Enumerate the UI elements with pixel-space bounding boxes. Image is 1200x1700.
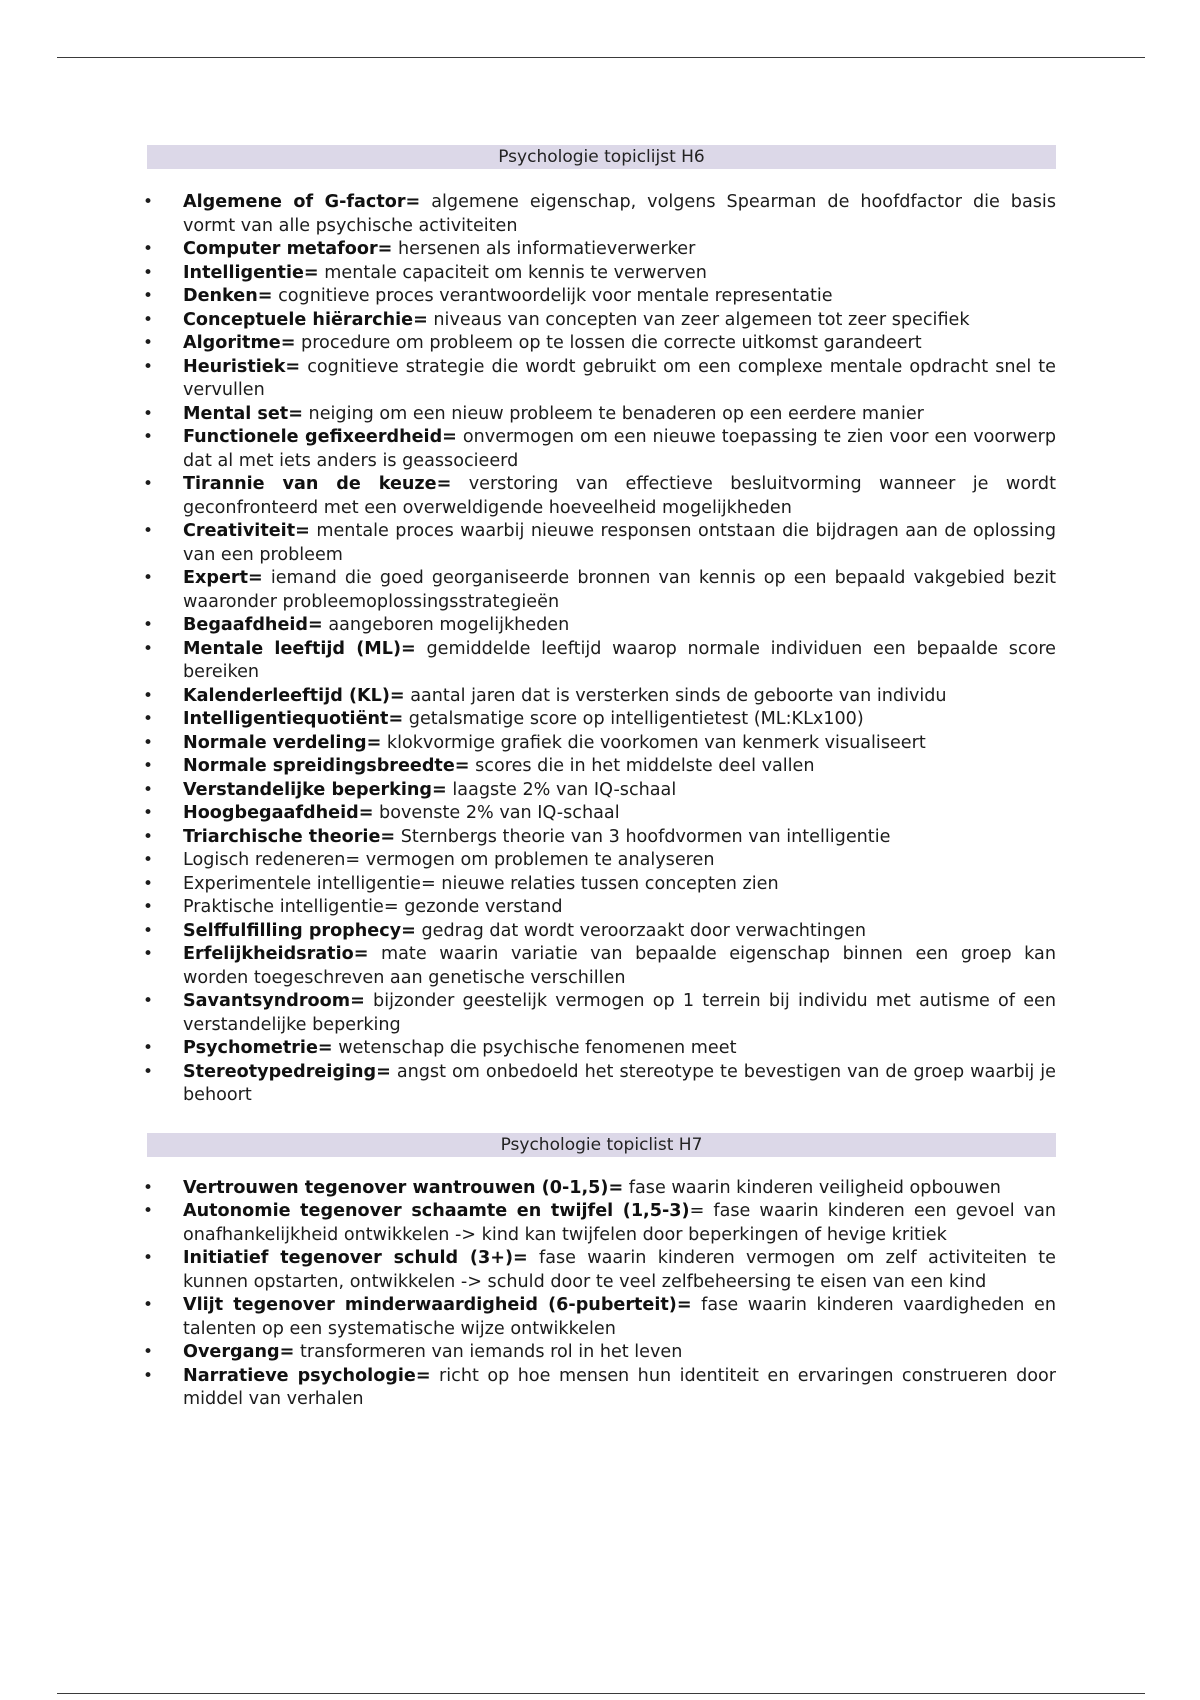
list-item: [143, 1061, 1056, 1108]
bullet-icon: •: [143, 803, 154, 823]
list-item: [143, 1294, 1056, 1341]
bullet-icon: •: [143, 1038, 154, 1058]
term-label: Algemene of G-factor=: [183, 192, 421, 212]
bullet-icon: •: [143, 897, 154, 917]
list-item: [143, 309, 1056, 333]
term-definition: = fase waarin kinderen een gevoel van onafhankelijkheid ontwikkelen -> kind kan twijfelen door beperkingen of hevige kritiek: [183, 1201, 1057, 1245]
term-definition: onvermogen om een nieuwe toepassing te zien voor een voorwerp dat al met iets anders is geassocieerd: [183, 427, 1056, 471]
bullet-icon: •: [143, 991, 154, 1011]
list-item: [143, 191, 1056, 238]
bullet-icon: •: [143, 709, 154, 729]
term-definition: scores die in het middelste deel vallen: [469, 756, 815, 776]
term-definition: Logisch redeneren= vermogen om problemen te analyseren: [183, 850, 715, 870]
bullet-icon: •: [143, 403, 154, 424]
term-definition: fase waarin kinderen veiligheid opbouwen: [623, 1177, 1001, 1198]
document-body: [143, 145, 1057, 1412]
bullet-icon: •: [143, 944, 154, 964]
term-label: Kalenderleeftijd (KL)=: [183, 685, 405, 706]
bullet-icon: •: [143, 873, 154, 894]
term-list-h6: [143, 191, 1056, 1108]
bullet-icon: •: [143, 427, 154, 447]
term-label: Narratieve psychologie=: [183, 1365, 431, 1386]
list-item: [143, 285, 1056, 309]
bullet-icon: •: [143, 638, 154, 659]
term-definition: niveaus van concepten van zeer algemeen tot zeer specifiek: [427, 309, 970, 330]
term-label: Normale spreidingsbreedte=: [183, 756, 470, 776]
term-label: Expert=: [183, 568, 263, 588]
term-label: Vlijt tegenover minderwaardigheid (6-puberteit)=: [183, 1295, 692, 1315]
list-item: [143, 920, 1056, 944]
section-h6: [143, 145, 1056, 1108]
term-label: Savantsyndroom=: [183, 991, 365, 1011]
term-definition: Sternbergs theorie van 3 hoofdvormen van intelligentie: [395, 826, 891, 847]
term-label: Functionele gefixeerdheid=: [183, 427, 457, 447]
section-header-h6: Psychologie topiclijst H6: [147, 145, 1056, 169]
term-label: Mentale leeftijd (ML)=: [183, 638, 416, 659]
bullet-icon: •: [143, 1177, 154, 1198]
bullet-icon: •: [143, 850, 154, 870]
bullet-icon: •: [143, 756, 154, 776]
page-top-rule: [57, 57, 1145, 58]
bullet-icon: •: [143, 309, 154, 330]
list-item: [143, 990, 1056, 1037]
bullet-icon: •: [143, 615, 154, 635]
bullet-icon: •: [143, 192, 154, 212]
term-label: Initiatief tegenover schuld (3+)=: [183, 1248, 528, 1268]
bullet-icon: •: [143, 333, 154, 353]
section-header-h7: Psychologie topiclist H7: [147, 1133, 1056, 1157]
term-label: Triarchische theorie=: [183, 826, 396, 847]
term-definition: Praktische intelligentie= gezonde verstand: [183, 897, 563, 917]
term-definition: neiging om een nieuw probleem te benaderen op een eerdere manier: [302, 403, 924, 424]
bullet-icon: •: [143, 286, 154, 306]
bullet-icon: •: [143, 1248, 154, 1268]
term-definition: transformeren van iemands rol in het leven: [294, 1342, 683, 1362]
list-item: [143, 332, 1056, 356]
bullet-icon: •: [143, 685, 154, 706]
term-definition: wetenschap die psychische fenomenen meet: [332, 1038, 737, 1058]
term-definition: cognitieve strategie die wordt gebruikt om een complexe mentale opdracht snel te vervullen: [183, 356, 1056, 400]
list-item: [143, 638, 1056, 685]
term-definition: gedrag dat wordt veroorzaakt door verwachtingen: [415, 920, 866, 941]
list-item: [143, 943, 1056, 990]
term-label: Psychometrie=: [183, 1038, 333, 1058]
bullet-icon: •: [143, 920, 154, 941]
list-item: [143, 1247, 1056, 1294]
term-label: Verstandelijke beperking=: [183, 779, 447, 800]
term-label: Intelligentie=: [183, 262, 319, 283]
list-item: [143, 567, 1056, 614]
term-definition: verstoring van effectieve besluitvorming wanneer je wordt geconfronteerd met een overweldigende hoeveelheid mogelijkheden: [183, 474, 1056, 518]
term-definition: aangeboren mogelijkheden: [322, 615, 570, 635]
term-label: Tirannie van de keuze=: [183, 474, 452, 494]
bullet-icon: •: [143, 1342, 154, 1362]
bullet-icon: •: [143, 568, 154, 588]
term-label: Hoogbegaafdheid=: [183, 803, 374, 823]
bullet-icon: •: [143, 732, 154, 753]
list-item: [143, 849, 1056, 873]
term-definition: klokvormige grafiek die voorkomen van kenmerk visualiseert: [381, 732, 926, 753]
term-definition: mate waarin variatie van bepaalde eigenschap binnen een groep kan worden toegeschreven aan genetische verschillen: [183, 944, 1056, 988]
list-item: [143, 896, 1056, 920]
list-item: [143, 732, 1056, 756]
bullet-icon: •: [143, 262, 154, 283]
term-definition: fase waarin kinderen vaardigheden en talenten op een systematische wijze ontwikkelen: [183, 1295, 1056, 1339]
term-label: Selffulfilling prophecy=: [183, 920, 416, 941]
term-label: Algoritme=: [183, 333, 296, 353]
list-item: [143, 826, 1056, 850]
term-label: Computer metafoor=: [183, 239, 393, 259]
list-item: [143, 262, 1056, 286]
list-item: [143, 473, 1056, 520]
term-label: Conceptuele hiërarchie=: [183, 309, 428, 330]
term-label: Overgang=: [183, 1342, 295, 1362]
term-definition: iemand die goed georganiseerde bronnen van kennis op een bepaald vakgebied bezit waaronder probleemoplossingsstrategieën: [183, 568, 1056, 612]
list-item: [143, 755, 1056, 779]
term-label: Begaafdheid=: [183, 615, 323, 635]
list-item: [143, 708, 1056, 732]
term-list-h7: [143, 1177, 1057, 1412]
term-definition: laagste 2% van IQ-schaal: [446, 779, 677, 800]
list-item: [143, 685, 1056, 709]
list-item: [143, 779, 1056, 803]
bullet-icon: •: [143, 521, 154, 541]
term-definition: mentale proces waarbij nieuwe responsen ontstaan die bijdragen aan de oplossing van een probleem: [183, 521, 1056, 565]
list-item: [143, 1200, 1057, 1247]
bullet-icon: •: [143, 239, 154, 259]
term-label: Autonomie tegenover schaamte en twijfel (1,5-3): [183, 1201, 690, 1221]
term-label: Vertrouwen tegenover wantrouwen (0-1,5)=: [183, 1177, 624, 1198]
term-definition: fase waarin kinderen vermogen om zelf activiteiten te kunnen opstarten, ontwikkelen -> schuld door te veel zelfbeheersing te eisen van een kind: [183, 1248, 1056, 1292]
term-definition: angst om onbedoeld het stereotype te bevestigen van de groep waarbij je behoort: [183, 1061, 1056, 1105]
term-definition: bijzonder geestelijk vermogen op 1 terrein bij individu met autisme of een verstandelijke beperking: [183, 991, 1056, 1035]
term-definition: richt op hoe mensen hun identiteit en ervaringen construeren door middel van verhalen: [183, 1365, 1056, 1409]
term-definition: procedure om probleem op te lossen die correcte uitkomst garandeert: [295, 333, 922, 353]
term-label: Mental set=: [183, 403, 303, 424]
term-label: Normale verdeling=: [183, 732, 382, 753]
bullet-icon: •: [143, 1365, 154, 1386]
term-label: Erfelijkheidsratio=: [183, 944, 369, 964]
bullet-icon: •: [143, 826, 154, 847]
term-definition: hersenen als informatieverwerker: [392, 239, 696, 259]
term-definition: Experimentele intelligentie= nieuwe relaties tussen concepten zien: [183, 873, 779, 894]
term-definition: gemiddelde leeftijd waarop normale individuen een bepaalde score bereiken: [183, 638, 1056, 682]
term-definition: cognitieve proces verantwoordelijk voor mentale representatie: [272, 286, 833, 306]
term-label: Creativiteit=: [183, 521, 310, 541]
bullet-icon: •: [143, 1201, 154, 1221]
list-item: [143, 426, 1056, 473]
list-item: [143, 614, 1056, 638]
list-item: [143, 873, 1056, 897]
term-definition: algemene eigenschap, volgens Spearman de hoofdfactor die basis vormt van alle psychische activiteiten: [183, 192, 1056, 236]
term-label: Intelligentiequotiënt=: [183, 709, 404, 729]
bullet-icon: •: [143, 1295, 154, 1315]
term-definition: aantal jaren dat is versterken sinds de geboorte van individu: [404, 685, 947, 706]
term-label: Heuristiek=: [183, 356, 301, 377]
list-item: [143, 1365, 1056, 1412]
list-item: [143, 1341, 1056, 1365]
term-label: Stereotypedreiging=: [183, 1061, 391, 1082]
section-h7: [143, 1133, 1057, 1412]
bullet-icon: •: [143, 779, 154, 800]
bullet-icon: •: [143, 474, 154, 494]
bullet-icon: •: [143, 356, 154, 377]
term-definition: mentale capaciteit om kennis te verwerven: [318, 262, 707, 283]
page-bottom-rule: [57, 1693, 1145, 1694]
term-definition: getalsmatige score op intelligentietest (ML:KLx100): [403, 709, 864, 729]
list-item: [143, 520, 1056, 567]
list-item: [143, 802, 1056, 826]
list-item: [143, 356, 1056, 403]
term-definition: bovenste 2% van IQ-schaal: [373, 803, 620, 823]
list-item: [143, 1177, 1056, 1201]
list-item: [143, 1037, 1056, 1061]
list-item: [143, 238, 1056, 262]
list-item: [143, 403, 1056, 427]
term-label: Denken=: [183, 286, 273, 306]
bullet-icon: •: [143, 1061, 154, 1082]
